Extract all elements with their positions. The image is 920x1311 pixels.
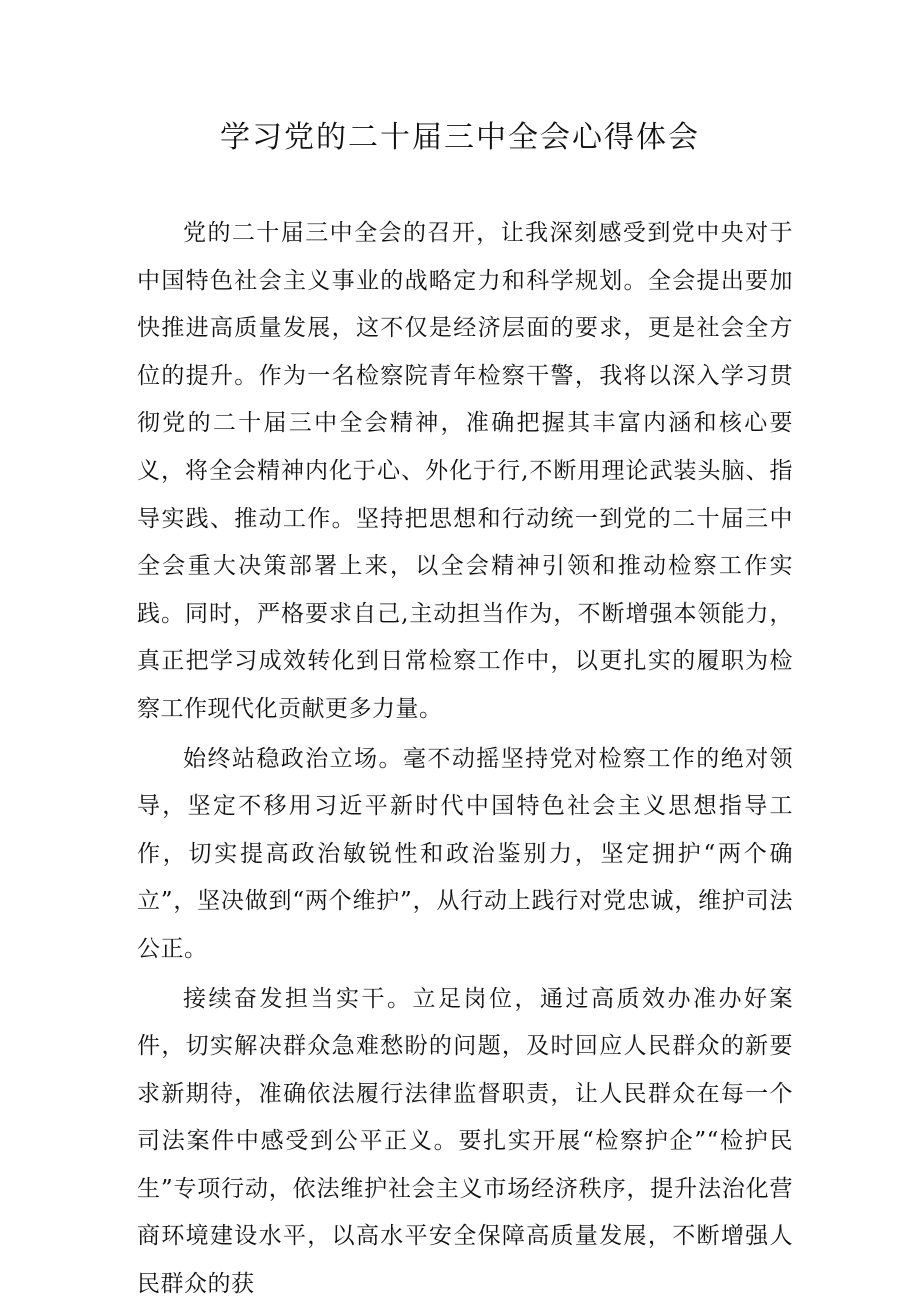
document-body <box>137 210 793 1311</box>
document-title: 学习党的二十届三中全会心得体会 <box>220 120 700 155</box>
paragraph-political-stance: 始终站稳政治立场。毫不动摇坚持党对检察工作的绝对领导，坚定不移用习近平新时代中国特色社会主义思想指导工作，切实提高政治敏锐性和政治鉴别力，坚定拥护“两个确立”，坚决做到“两个维护”，从行动上践行对党忠诚，维护司法公正。 <box>137 745 793 962</box>
paragraph-intro: 党的二十届三中全会的召开，让我深刻感受到党中央对于中国特色社会主义事业的战略定力和科学规划。全会提出要加快推进高质量发展，这不仅是经济层面的要求，更是社会全方位的提升。作为一名检察院青年检察干警，我将以深入学习贯彻党的二十届三中全会精神，准确把握其丰富内涵和核心要义，将全会精神内化于心、外化于行,不断用理论武装头脑、指导实践、推动工作。坚持把思想和行动统一到党的二十届三中全会重大决策部署上来，以全会精神引领和推动检察工作实践。同时，严格要求自己,主动担当作为，不断增强本领能力，真正把学习成效转化到日常检察工作中，以更扎实的履职为检察工作现代化贡献更多力量。 <box>137 220 793 722</box>
paragraph-responsibility: 接续奋发担当实干。立足岗位，通过高质效办准办好案件，切实解决群众急难愁盼的问题，及时回应人民群众的新要求新期待，准确依法履行法律监督职责，让人民群众在每一个司法案件中感受到公平正义。要扎实开展“检察护企”“检护民生”专项行动，依法维护社会主义市场经济秩序，提升法治化营商环境建设水平，以高水平安全保障高质量发展，不断增强人民群众的获 <box>137 985 793 1298</box>
